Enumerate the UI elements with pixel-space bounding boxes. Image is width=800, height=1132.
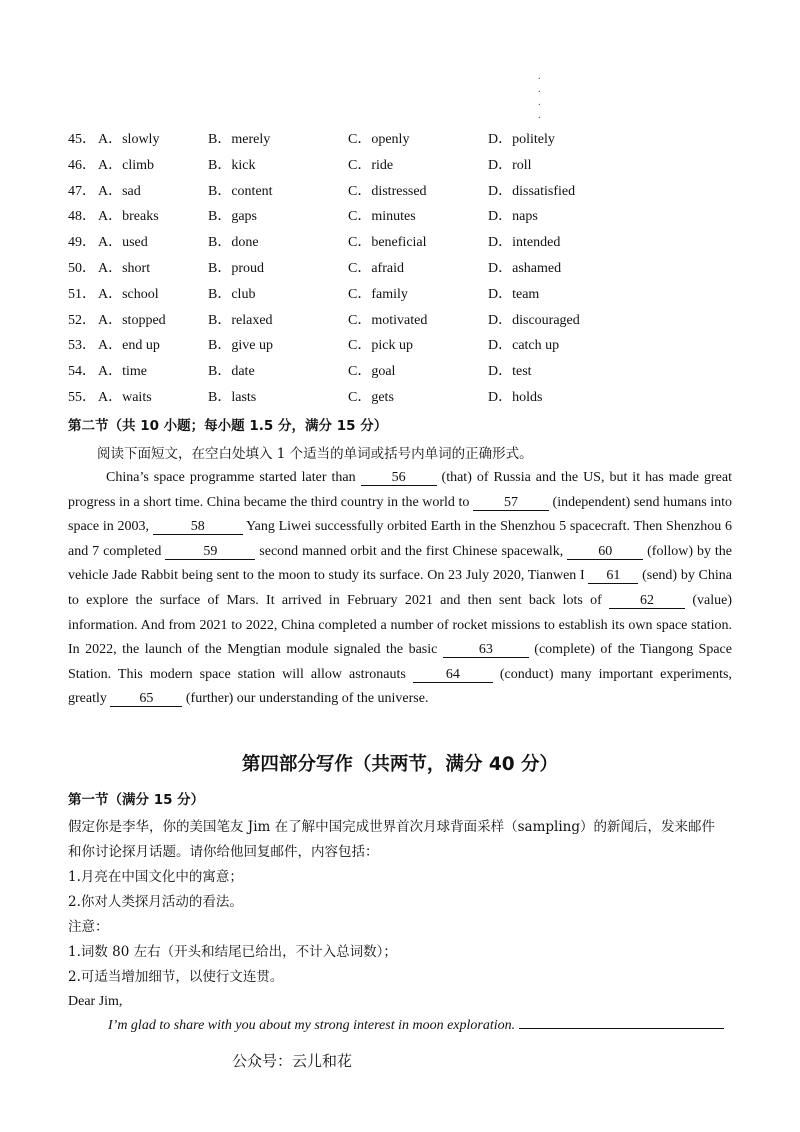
question-number: 54．	[68, 364, 96, 380]
passage-text: second manned orbit and the first Chinese spacewalk,	[255, 543, 568, 559]
blank-56[interactable]: 56	[361, 470, 437, 486]
choice-d[interactable]: D．politely	[488, 132, 555, 147]
choice-c[interactable]: C．family	[348, 286, 408, 302]
question-number: 48．	[68, 209, 96, 225]
choice-c[interactable]: C．goal	[348, 364, 396, 380]
question-number: 51．	[68, 286, 96, 302]
letter-greeting: Dear Jim,	[68, 994, 123, 1009]
choice-b[interactable]: B．proud	[208, 261, 264, 276]
choice-c[interactable]: C．openly	[348, 132, 410, 147]
choice-a[interactable]: A．breaks	[98, 209, 159, 225]
choice-b[interactable]: B．merely	[208, 132, 271, 147]
choice-b[interactable]: B．give up	[208, 338, 273, 354]
choice-c[interactable]: C．motivated	[348, 312, 428, 328]
passage-text: China’s space programme started later than	[106, 470, 361, 485]
choice-a[interactable]: A．end up	[98, 338, 160, 354]
choice-b[interactable]: B．done	[208, 235, 259, 251]
option-row	[68, 127, 768, 153]
choice-d[interactable]: D．discouraged	[488, 312, 580, 328]
prompt-line-2: 和你讨论探月话题。请你给他回复邮件，内容包括：	[68, 844, 379, 860]
choice-d[interactable]: D．team	[488, 286, 540, 302]
option-row	[68, 282, 768, 308]
content-item-2: 2.你对人类探月活动的看法。	[68, 894, 243, 910]
blank-60[interactable]: 60	[567, 544, 643, 560]
prompt-line-1: 假定你是李华，你的美国笔友 Jim 在了解中国完成世界首次月球背面采样（sampling）的新闻后，发来邮件	[68, 819, 716, 835]
blank-58[interactable]: 58	[153, 519, 243, 535]
passage-text: (value) information. And from 2021 to 2022, China completed a number of rocket missions to establish its own space station. In 2022, the launch of the Mengtian module signaled the basic	[68, 592, 732, 658]
note-label: 注意：	[68, 919, 109, 935]
option-row	[68, 256, 768, 282]
choice-c[interactable]: C．beneficial	[348, 235, 427, 251]
blank-62[interactable]: 62	[609, 593, 685, 609]
choice-b[interactable]: B．date	[208, 364, 255, 380]
question-number: 45．	[68, 132, 96, 147]
passage-text: (conduct) many important experiments, greatly	[68, 666, 732, 707]
passage-text: Yang Liwei successfully orbited Earth in the Shenzhou 5 spacecraft. Then Shenzhou 6 and 7 completed	[68, 519, 733, 559]
part4-title: 第四部分写作（共两节，满分 40 分）	[241, 754, 559, 775]
option-row	[68, 385, 768, 411]
blank-61[interactable]: 61	[588, 568, 638, 584]
blank-65[interactable]: 65	[110, 691, 182, 707]
choice-c[interactable]: C．ride	[348, 157, 394, 173]
choice-c[interactable]: C．pick up	[348, 338, 413, 354]
option-row	[68, 230, 768, 256]
content-item-1: 1.月亮在中国文化中的寓意；	[68, 869, 243, 885]
option-row	[68, 308, 768, 334]
choice-d[interactable]: D．catch up	[488, 338, 560, 354]
choice-d[interactable]: D．roll	[488, 157, 532, 173]
passage-text: (complete) of the Tiangong Space Station. This modern space station will allow astronauts	[68, 642, 732, 682]
note-item-2: 2.可适当增加细节，以使行文连贯。	[68, 969, 284, 985]
choice-d[interactable]: D．test	[488, 364, 532, 380]
question-number: 52．	[68, 312, 96, 328]
choice-b[interactable]: B．club	[208, 286, 256, 302]
choice-b[interactable]: B．lasts	[208, 390, 257, 405]
choice-b[interactable]: B．content	[208, 183, 273, 199]
choice-d[interactable]: D．ashamed	[488, 261, 562, 276]
choice-c[interactable]: C．gets	[348, 390, 394, 405]
dot: .	[538, 109, 541, 121]
note-item-1: 1.词数 80 左右（开头和结尾已给出，不计入总词数）；	[68, 944, 397, 960]
dot: .	[538, 70, 541, 82]
choice-a[interactable]: A．stopped	[98, 312, 166, 328]
choice-a[interactable]: A．sad	[98, 183, 141, 199]
choice-a[interactable]: A．school	[98, 286, 159, 302]
letter-opening	[108, 1016, 724, 1036]
cloze-passage	[68, 466, 732, 712]
question-number: 55．	[68, 390, 96, 405]
option-row	[68, 179, 768, 205]
section2-instruction: 阅读下面短文，在空白处填入 1 个适当的单词或括号内单词的正确形式。	[97, 446, 533, 462]
choice-b[interactable]: B．gaps	[208, 209, 257, 225]
choice-a[interactable]: A．waits	[98, 390, 152, 405]
option-row	[68, 333, 768, 359]
choice-b[interactable]: B．relaxed	[208, 312, 273, 328]
option-row	[68, 153, 768, 179]
choice-c[interactable]: C．afraid	[348, 261, 404, 276]
part4-section1-heading: 第一节（满分 15 分）	[68, 792, 205, 808]
choice-d[interactable]: D．holds	[488, 390, 543, 405]
footer-watermark: 公众号：云儿和花	[232, 1052, 353, 1070]
choice-a[interactable]: A．slowly	[98, 132, 160, 147]
passage-text: (further) our understanding of the universe.	[182, 691, 429, 707]
blank-63[interactable]: 63	[443, 642, 529, 658]
section2-heading: 第二节（共 10 小题；每小题 1.5 分，满分 15 分）	[68, 418, 388, 434]
choice-a[interactable]: A．climb	[98, 157, 154, 173]
passage-text: (independent) send humans into space in 2003,	[68, 494, 732, 535]
option-row	[68, 359, 768, 385]
passage-text: (that) of Russia and the US, but it has made great progress in a short time. China became the third country in the world to	[68, 470, 732, 510]
passage-text: (follow) by the vehicle Jade Rabbit being sent to the moon to study its surface. On 23 July 2020, Tianwen I	[68, 543, 732, 584]
choice-d[interactable]: D．intended	[488, 235, 561, 251]
choice-d[interactable]: D．dissatisfied	[488, 183, 576, 199]
choice-c[interactable]: C．minutes	[348, 209, 416, 225]
question-number: 46．	[68, 157, 96, 173]
blank-57[interactable]: 57	[473, 495, 549, 511]
dot: .	[538, 83, 541, 95]
question-number: 49．	[68, 235, 96, 251]
question-number: 50．	[68, 261, 96, 276]
choice-a[interactable]: A．time	[98, 364, 147, 380]
choice-b[interactable]: B．kick	[208, 157, 256, 173]
letter-opening-text: I’m glad to share with you about my strong interest in moon exploration.	[108, 1018, 519, 1033]
question-number: 53．	[68, 338, 96, 354]
blank-59[interactable]: 59	[165, 544, 255, 560]
choice-a[interactable]: A．used	[98, 235, 148, 251]
passage-text: (send) by China to explore the surface of Mars. It arrived in February 2021 and then sent back lots of	[68, 568, 732, 608]
writing-line[interactable]	[519, 1016, 724, 1029]
option-row	[68, 204, 768, 230]
choice-c[interactable]: C．distressed	[348, 183, 427, 199]
question-number: 47．	[68, 183, 96, 199]
choice-d[interactable]: D．naps	[488, 209, 538, 225]
blank-64[interactable]: 64	[413, 667, 493, 683]
choice-a[interactable]: A．short	[98, 261, 151, 276]
margin-dots	[538, 70, 544, 122]
dot: .	[538, 96, 541, 108]
